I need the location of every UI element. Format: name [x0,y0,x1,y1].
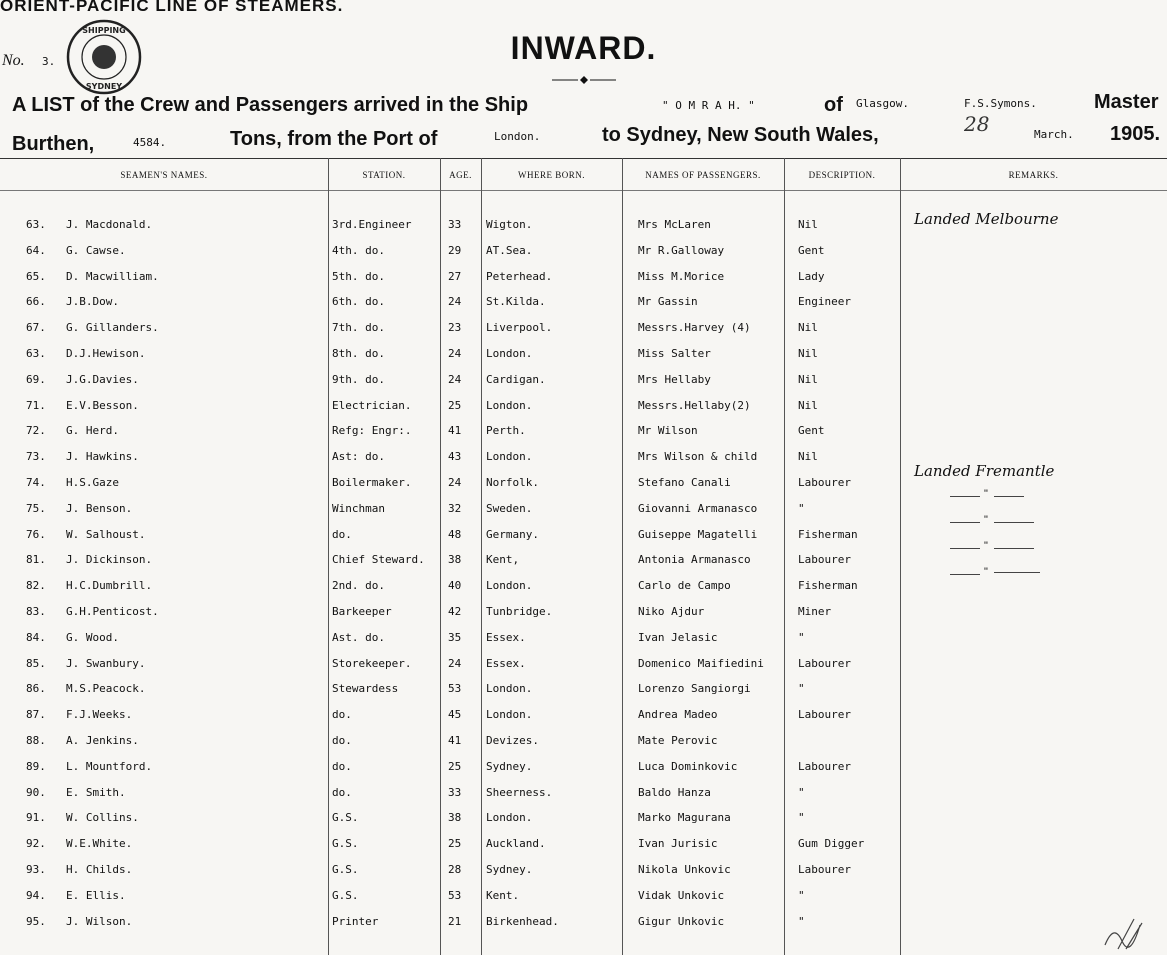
table-row [0,863,1167,883]
seaman-name: A. Jenkins. [66,734,139,747]
passenger-name: Mate Perovic [638,734,718,747]
passenger-description: Labourer [798,476,851,489]
where-born: St.Kilda. [486,295,546,309]
table-row [0,295,1167,315]
passenger-name: Gigur Unkovic [638,914,725,928]
passenger-name: Messrs.Hellaby(2) [638,398,751,412]
where-born: Sweden. [486,501,533,515]
age: 45 [448,708,462,722]
svg-text:SYDNEY: SYDNEY [85,82,123,91]
table-row [0,811,1167,831]
row-number: 83. [26,605,46,618]
ditto-dash [950,496,980,497]
seaman-name: J. Benson. [66,501,133,515]
passenger-name: Giovanni Armanasco [638,501,758,515]
row-number: 73. [26,450,46,464]
seaman-name: J. Macdonald. [66,218,153,231]
age: 33 [448,785,462,799]
seaman-name: D.J.Hewison. [66,347,146,360]
where-born: Cardigan. [486,372,546,386]
age: 24 [448,476,462,489]
arrival-year: 1905. [1110,123,1161,145]
where-born: Sheerness. [486,785,553,799]
station: Ast. do. [332,630,385,644]
of-label: of [824,94,843,116]
passenger-name: Carlo de Campo [638,579,731,593]
seaman-name: W.E.White. [66,837,133,851]
age: 35 [448,630,462,644]
seaman-name: J. Swanbury. [66,656,146,670]
age: 41 [448,734,462,747]
age: 40 [448,579,462,593]
passenger-description: Gent [798,243,825,257]
table-row [0,682,1167,702]
title-ornament-icon [552,76,616,84]
passenger-description: Fisherman [798,527,858,541]
list-number: 3. [42,55,56,68]
passenger-description: " [798,501,805,515]
ditto-dash [950,522,980,523]
age: 21 [448,914,462,928]
station: Chief Steward. [332,553,425,567]
table-row [0,889,1167,909]
where-born: Sydney. [486,863,533,876]
age: 23 [448,321,462,335]
passenger-description: Miner [798,605,832,618]
ditto-dash [994,572,1040,573]
table-row [0,502,1167,522]
passenger-name: Miss Salter [638,347,711,360]
station: G.S. [332,837,359,851]
seaman-name: E.V.Besson. [66,398,139,412]
seaman-name: H.C.Dumbrill. [66,579,153,593]
passenger-name: Nikola Unkovic [638,863,731,876]
age: 24 [448,295,462,309]
row-number: 64. [26,243,46,257]
table-row [0,837,1167,857]
where-born: Essex. [486,630,526,644]
ditto-dash [994,522,1034,523]
passenger-description: Labourer [798,656,851,670]
station: 6th. do. [332,295,385,309]
burthen-value: 4584. [133,136,167,149]
passenger-description: Labourer [798,863,851,876]
where-born: London. [486,450,533,464]
age: 27 [448,269,462,283]
company-line: ORIENT-PACIFIC LINE OF STEAMERS. [0,0,344,15]
seaman-name: H. Childs. [66,863,133,876]
where-born: Tunbridge. [486,605,553,618]
table-row [0,579,1167,599]
table-row [0,270,1167,290]
station: Printer [332,914,379,928]
station: Storekeeper. [332,656,412,670]
table-row [0,373,1167,393]
ditto-mark: " [984,514,988,526]
column-header-age: AGE. [449,170,472,180]
table-row [0,553,1167,573]
passenger-name: Lorenzo Sangiorgi [638,682,751,696]
seaman-name: J.B.Dow. [66,295,119,309]
station: 9th. do. [332,372,385,386]
ditto-dash [994,548,1034,549]
where-born: Norfolk. [486,476,539,489]
seaman-name: J. Wilson. [66,914,133,928]
passenger-name: Ivan Jurisic [638,837,718,851]
row-number: 84. [26,630,46,644]
passenger-name: Antonia Armanasco [638,553,751,567]
row-number: 69. [26,372,46,386]
where-born: Perth. [486,424,526,438]
seaman-name: G. Cawse. [66,243,126,257]
passenger-name: Mr Wilson [638,424,698,438]
page-title: INWARD. [510,30,657,66]
age: 41 [448,424,462,438]
arrival-day: 28 [964,112,990,136]
age: 42 [448,605,462,618]
column-header-seamen: SEAMEN'S NAMES. [120,170,208,180]
passenger-name: Stefano Canali [638,476,731,489]
port-of-registry: Glasgow. [856,97,909,110]
station: do. [332,759,352,773]
list-heading: A LIST of the Crew and Passengers arrived in the Ship [12,94,529,116]
station: do. [332,785,352,799]
passenger-description: Nil [798,450,818,464]
master-label: Master [1094,91,1159,113]
passenger-description: Lady [798,269,825,283]
table-header-rule [0,190,1167,191]
seaman-name: L. Mountford. [66,759,153,773]
where-born: Auckland. [486,837,546,851]
station: Stewardess [332,682,399,696]
passenger-description: " [798,785,805,799]
row-number: 85. [26,656,46,670]
from-port: London. [494,130,541,143]
arrival-month: March. [1034,128,1074,141]
row-number: 90. [26,785,46,799]
seaman-name: E. Ellis. [66,888,126,902]
station: G.S. [332,863,359,876]
station: do. [332,734,352,747]
passenger-name: Marko Magurana [638,811,731,825]
age: 29 [448,243,462,257]
seaman-name: F.J.Weeks. [66,708,133,722]
seaman-name: J. Hawkins. [66,450,139,464]
passenger-name: Mr Gassin [638,295,698,309]
passenger-description: Fisherman [798,579,858,593]
passenger-description: Labourer [798,553,851,567]
passenger-name: Mrs Hellaby [638,372,711,386]
row-number: 93. [26,863,46,876]
passenger-name: Niko Ajdur [638,605,705,618]
station: Electrician. [332,398,412,412]
age: 38 [448,553,462,567]
seaman-name: E. Smith. [66,785,126,799]
age: 43 [448,450,462,464]
seaman-name: H.S.Gaze [66,476,119,489]
station: do. [332,527,352,541]
station: 5th. do. [332,269,385,283]
station: Boilermaker. [332,476,412,489]
ditto-dash [950,574,980,575]
passenger-name: Mrs McLaren [638,218,711,231]
table-row [0,708,1167,728]
column-header-description: DESCRIPTION. [808,170,876,180]
age: 24 [448,656,462,670]
row-number: 87. [26,708,46,722]
seaman-name: G. Wood. [66,630,119,644]
where-born: Wigton. [486,218,533,231]
where-born: London. [486,682,533,696]
table-row [0,734,1167,754]
ditto-dash [950,548,980,549]
row-number: 95. [26,914,46,928]
row-number: 81. [26,553,46,567]
ditto-mark: " [984,488,988,500]
station: 8th. do. [332,347,385,360]
station: Ast: do. [332,450,385,464]
seaman-name: W. Collins. [66,811,139,825]
row-number: 94. [26,888,46,902]
svg-text:SHIPPING: SHIPPING [82,26,126,35]
where-born: London. [486,347,533,360]
initials-scribble-icon [1100,915,1150,953]
passenger-name: Guiseppe Magatelli [638,527,758,541]
passenger-name: Andrea Madeo [638,708,718,722]
table-row [0,786,1167,806]
station: 2nd. do. [332,579,385,593]
station: Winchman [332,501,385,515]
passenger-description: Nil [798,321,818,335]
age: 24 [448,372,462,386]
station: G.S. [332,888,359,902]
passenger-description: Nil [798,372,818,386]
passenger-name: Messrs.Harvey (4) [638,321,751,335]
tons-from-label: Tons, from the Port of [230,128,438,150]
passenger-description: " [798,682,805,696]
seaman-name: G. Herd. [66,424,119,438]
age: 53 [448,682,462,696]
passenger-description: " [798,630,805,644]
passenger-name: Domenico Maifiedini [638,656,764,670]
row-number: 66. [26,295,46,309]
passenger-name: Vidak Unkovic [638,888,725,902]
table-row [0,915,1167,935]
passenger-description: Labourer [798,708,851,722]
where-born: London. [486,708,533,722]
passenger-description: " [798,811,805,825]
age: 48 [448,527,462,541]
row-number: 91. [26,811,46,825]
age: 32 [448,501,462,515]
column-header-born: WHERE BORN. [518,170,585,180]
age: 38 [448,811,462,825]
table-row [0,399,1167,419]
destination-label: to Sydney, New South Wales, [602,124,879,146]
where-born: Devizes. [486,734,539,747]
ditto-mark: " [984,540,988,552]
seaman-name: G. Gillanders. [66,321,159,335]
table-row [0,605,1167,625]
ship-name: " O M R A H. " [662,99,755,112]
seaman-name: W. Salhoust. [66,527,146,541]
row-number: 88. [26,734,46,747]
where-born: Sydney. [486,759,533,773]
passenger-description: Nil [798,347,818,360]
where-born: AT.Sea. [486,243,533,257]
age: 33 [448,218,462,231]
column-header-station: STATION. [362,170,406,180]
row-number: 92. [26,837,46,851]
row-number: 74. [26,476,46,489]
seaman-name: M.S.Peacock. [66,682,146,696]
row-number: 82. [26,579,46,593]
age: 24 [448,347,462,360]
ditto-mark: " [984,566,988,578]
row-number: 65. [26,269,46,283]
age: 53 [448,888,462,902]
where-born: London. [486,811,533,825]
where-born: Germany. [486,527,539,541]
row-number: 76. [26,527,46,541]
passenger-description: Engineer [798,295,851,309]
passenger-name: Miss M.Morice [638,269,725,283]
passenger-name: Mr R.Galloway [638,243,725,257]
master-name: F.S.Symons. [964,97,1037,110]
passenger-description: Nil [798,398,818,412]
seaman-name: J. Dickinson. [66,553,153,567]
age: 25 [448,837,462,851]
burthen-label: Burthen, [12,133,95,155]
where-born: Kent, [486,553,520,567]
age: 25 [448,759,462,773]
row-number: 71. [26,398,46,412]
remark-landed-melbourne: Landed Melbourne [914,210,1059,228]
where-born: Peterhead. [486,269,553,283]
station: 3rd.Engineer [332,218,412,231]
passenger-description: Labourer [798,759,851,773]
table-top-rule [0,158,1167,159]
passenger-description: " [798,914,805,928]
table-row [0,760,1167,780]
station: Barkeeper [332,605,392,618]
table-row [0,528,1167,548]
passenger-name: Ivan Jelasic [638,630,718,644]
age: 25 [448,398,462,412]
seaman-name: G.H.Penticost. [66,605,159,618]
where-born: Kent. [486,888,520,902]
station: Refg: Engr:. [332,424,412,438]
row-number: 67. [26,321,46,335]
where-born: Essex. [486,656,526,670]
table-row [0,631,1167,651]
remark-landed-fremantle: Landed Fremantle [914,462,1055,480]
ditto-dash [994,496,1024,497]
passenger-description: Gum Digger [798,837,865,851]
row-number: 63. [26,218,46,231]
passenger-description: Gent [798,424,825,438]
row-number: 72. [26,424,46,438]
table-row [0,321,1167,341]
station: G.S. [332,811,359,825]
age: 28 [448,863,462,876]
table-row [0,657,1167,677]
row-number: 86. [26,682,46,696]
passenger-description: Nil [798,218,818,231]
where-born: London. [486,398,533,412]
row-number: 89. [26,759,46,773]
column-header-passengers: NAMES OF PASSENGERS. [645,170,761,180]
station: do. [332,708,352,722]
where-born: Liverpool. [486,321,553,335]
passenger-name: Mrs Wilson & child [638,450,758,464]
station: 7th. do. [332,321,385,335]
row-number: 75. [26,501,46,515]
seaman-name: D. Macwilliam. [66,269,159,283]
station: 4th. do. [332,243,385,257]
passenger-name: Luca Dominkovic [638,759,738,773]
passenger-name: Baldo Hanza [638,785,711,799]
passenger-description: " [798,888,805,902]
table-row [0,244,1167,264]
row-number: 63. [26,347,46,360]
where-born: London. [486,579,533,593]
seaman-name: J.G.Davies. [66,372,139,386]
column-header-remarks: REMARKS. [1008,170,1059,180]
table-row [0,424,1167,444]
table-row [0,347,1167,367]
list-number-label: No. [2,52,25,69]
where-born: Birkenhead. [486,914,559,928]
